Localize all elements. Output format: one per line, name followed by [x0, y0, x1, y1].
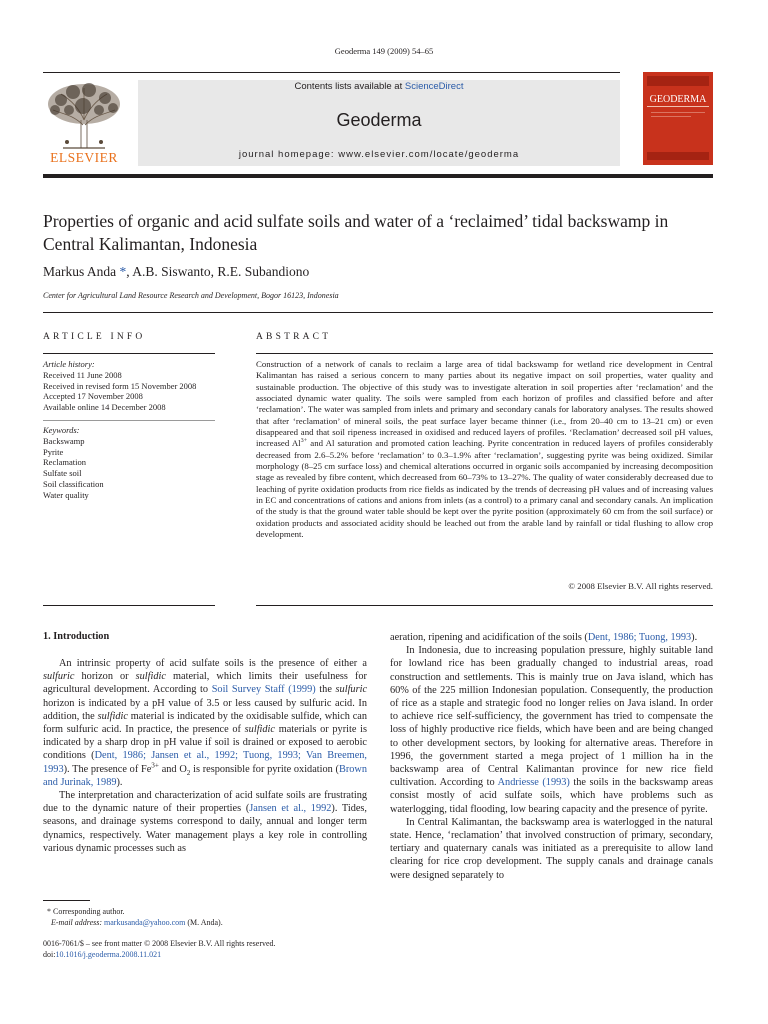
abstract-bottom-rule	[256, 605, 713, 606]
keyword: Water quality	[43, 489, 89, 500]
homepage-label: journal homepage:	[238, 149, 339, 160]
abstract-part: and Al saturation and promoted cation leaching. Pyrite concentration in reduced layers of profiles considerably decreased from 2.6–5.2% before ‘reclamation’ to 0.3–1.9% after ‘reclamation’, suggesting pyrite was being oxidized. Similar morphology (8–25 cm surface loss) and chemical alterations occurred in organic soils accompanied by increasing decomposition stage as revealed by fibre content, which decreased from 60–73% to 13–27%. The quality of water considerably decreased due to leaching of pyrite oxidation products from rice fields as indicated by the trends of decreasing pH values and of increasing values in EC and concentrations of cations and anions from inlets (as a control) to a primary canal and secondary canals. An implication of the study is that the ground water table should be kept over the pyrite position (approximately 60 cm from the soil surface) or oxidation products and associated acidity should be leached out from the arable land by rainfall or tidal flushing to allow crop development.	[256, 438, 713, 540]
italic-term: sulfuric	[335, 684, 368, 696]
corresponding-author-note	[43, 906, 367, 917]
title-rule	[43, 312, 713, 313]
keyword: Pyrite	[43, 446, 64, 457]
header-thick-rule	[43, 174, 713, 178]
text-run: ).	[691, 632, 698, 643]
citation-link[interactable]: Soil Survey Staff (1999)	[211, 684, 316, 696]
footnote-rule	[43, 900, 90, 901]
info-rule	[43, 353, 215, 354]
article-info-heading: ARTICLE INFO	[43, 332, 146, 342]
corresponding-author-marker[interactable]: *	[119, 264, 127, 279]
history-revised: Received in revised form 15 November 2008	[43, 380, 197, 391]
doi-link[interactable]: 10.1016/j.geoderma.2008.11.021	[55, 950, 162, 959]
text-run: horizon is indicated by a pH value of 3.5 or less caused by sulfuric acid. In addition, the	[43, 697, 367, 722]
paragraph: In Central Kalimantan, the backswamp area is waterlogged in the natural state. Hence, ‘reclamation’ that involved construction of primary, secondary, tertiary and quaternary canals was initiated as a prerequisite to allow land clearing for rice crop development. The supply canals and drainage canals were designed separately to	[390, 816, 713, 881]
doi-line	[43, 949, 373, 960]
text-run: the soils in the backswamp areas consist mostly of acid sulfate soils, which have problems such as waterlogging, tidal flooding, low bearing capacity and the presence of pyrite.	[390, 777, 713, 815]
italic-term: sulfuric	[43, 671, 75, 683]
contents-prefix: Contents lists available at	[294, 81, 405, 92]
article-history	[43, 359, 215, 413]
paragraph	[390, 631, 713, 644]
journal-citation: Geoderma 149 (2009) 54–65	[334, 46, 434, 56]
author-list	[43, 264, 309, 280]
citation-link[interactable]: Brown and Jurinak, 1989	[43, 763, 367, 788]
citation-link[interactable]: Andriesse (1993)	[497, 777, 570, 789]
journal-name: Geoderma	[336, 110, 422, 130]
issn-line: 0016-7061/$ – see front matter © 2008 Elsevier B.V. All rights reserved.	[43, 939, 276, 948]
affiliation: Center for Agricultural Land Resource Research and Development, Bogor 16123, Indonesia	[43, 291, 339, 300]
abstract-part: Construction of a network of canals to reclaim a large area of tidal backswamp for wetland rice development in Central Kalimantan has raised a serious concern to many parties about its negative impact on soil properties, water quality and sustainable production. The objective of this study was to investigate alteration in soil properties after ‘reclamation’ and the associated dynamic water quality. The soils were sampled from each horizon of profiles and classified before and after ‘reclamation’. The water was sampled from inlets and primary and secondary canals for laboratory analyses. The results showed that after ‘reclamation’ of mineral soils, the peat surface layer became thinner (i.e., from 20–40 cm to 13–21 cm) or even disappeared and that soil ripeness increased in oxidised and reduced layers of profiles. ‘Reclamation’ decreased soil pH values, increased Al	[256, 359, 713, 449]
body-column-left	[43, 657, 367, 855]
superscript: 3+	[151, 761, 159, 770]
text-run: In Indonesia, due to increasing population pressure, highly suitable land for lowland rice has been gradually changed to industrial areas, road construction and settlements. This is mainly true on Java island, which has 60% of the 225 million Indonesian population. Consequently, the production of rice as a staple and strategic food no longer relies on Java island. In order to achieve rice self-sufficiency, the government has tried to compensate the loss of highly productive rice fields, which have been and are being changed to other development sectors, by looking for alternative areas. Therefore in 1996, the government started a mega project of 1 million ha in the backswamp area of Central Kalimantan province for new rice field cultivation. According to	[390, 645, 713, 789]
paragraph	[390, 644, 713, 816]
info-bottom-rule	[43, 605, 215, 606]
keyword: Reclamation	[43, 457, 86, 468]
citation-link[interactable]: Dent, 1986; Tuong, 1993	[587, 632, 692, 643]
homepage-url[interactable]: www.elsevier.com/locate/geoderma	[338, 149, 520, 160]
superscript: 3+	[300, 438, 308, 445]
author-first: Markus Anda	[43, 264, 120, 279]
abstract-rule	[256, 353, 713, 354]
article-title: Properties of organic and acid sulfate soils and water of a ‘reclaimed’ tidal backswamp in Central Kalimantan, Indonesia	[43, 211, 669, 254]
journal-cover-image	[643, 72, 713, 165]
italic-term: sulfidic	[135, 671, 166, 683]
citation-link[interactable]: Dent, 1986; Jansen et al., 1992; Tuong, 1993; Van Breemen, 1993	[43, 750, 367, 775]
text-run: The interpretation and characterization of acid sulfate soils are frustrating due to the dynamic nature of their properties (	[43, 790, 367, 815]
text-run: An intrinsic property of acid sulfate soils is the presence of either a	[59, 658, 367, 669]
text-run: ).	[116, 776, 123, 788]
email-label: E-mail address:	[51, 918, 105, 927]
text-run: horizon or	[74, 671, 136, 683]
header-rule	[43, 72, 620, 73]
italic-term: sulfidic	[97, 710, 128, 722]
elsevier-wordmark: ELSEVIER	[50, 150, 118, 165]
subscript: 2	[186, 768, 191, 777]
footnote-text: Corresponding author.	[51, 907, 125, 916]
italic-term: sulfidic	[244, 724, 275, 736]
sciencedirect-link[interactable]: ScienceDirect	[404, 81, 464, 92]
keywords	[43, 425, 215, 501]
keyword: Backswamp	[43, 435, 85, 446]
email-link[interactable]: markusanda@yahoo.com	[104, 918, 186, 927]
keyword: Soil classification	[43, 478, 104, 489]
text-run: material is indicated by the oxidisable sulfide, which can form sulfuric acid. In practice, the presence of	[43, 710, 367, 736]
footnote-marker: *	[47, 907, 51, 916]
history-label: Article history:	[43, 359, 95, 369]
text-run: the	[315, 684, 336, 696]
history-accepted: Accepted 17 November 2008	[43, 391, 143, 402]
doi-label: doi:	[43, 950, 56, 959]
journal-homepage	[138, 149, 620, 160]
text-run: material, which limits their usefulness for agricultural development. According to	[43, 671, 367, 696]
text-run: ). Tides, seasons, and drainage systems correspond to daily, annual and longer term dynamics, respectively. Water management plays a key role in controlling various dynamic processes such as	[43, 803, 368, 854]
text-run: and O	[158, 763, 187, 775]
text-run: is responsible for pyrite oxidation (	[190, 763, 339, 775]
keyword: Sulfate soil	[43, 468, 82, 479]
contents-line	[138, 81, 620, 92]
copyright-notice: © 2008 Elsevier B.V. All rights reserved.	[568, 581, 713, 591]
abstract-heading: ABSTRACT	[256, 332, 332, 342]
history-received: Received 11 June 2008	[43, 369, 122, 380]
keywords-rule	[43, 420, 215, 421]
section-heading-introduction: 1. Introduction	[43, 631, 110, 642]
body-column-right	[390, 631, 713, 882]
footnotes	[43, 906, 367, 928]
authors-rest: , A.B. Siswanto, R.E. Subandiono	[126, 264, 310, 279]
cover-title: GEODERMA	[649, 94, 707, 105]
text-run: ). The presence of Fe	[63, 763, 152, 775]
text-run: aeration, ripening and acidification of the soils (	[390, 632, 588, 643]
paragraph	[43, 657, 367, 789]
email-suffix: (M. Anda).	[185, 918, 223, 927]
keywords-label: Keywords:	[43, 425, 80, 435]
email-note	[43, 917, 367, 928]
history-online: Available online 14 December 2008	[43, 402, 166, 413]
front-matter	[43, 938, 373, 960]
citation-link[interactable]: Jansen et al., 1992	[249, 803, 332, 815]
abstract-text	[256, 359, 713, 541]
text-run: materials or pyrite is indicated by a sharp drop in pH value if soil is drained or exposed to aerobic conditions (	[43, 724, 367, 762]
paragraph	[43, 789, 367, 855]
